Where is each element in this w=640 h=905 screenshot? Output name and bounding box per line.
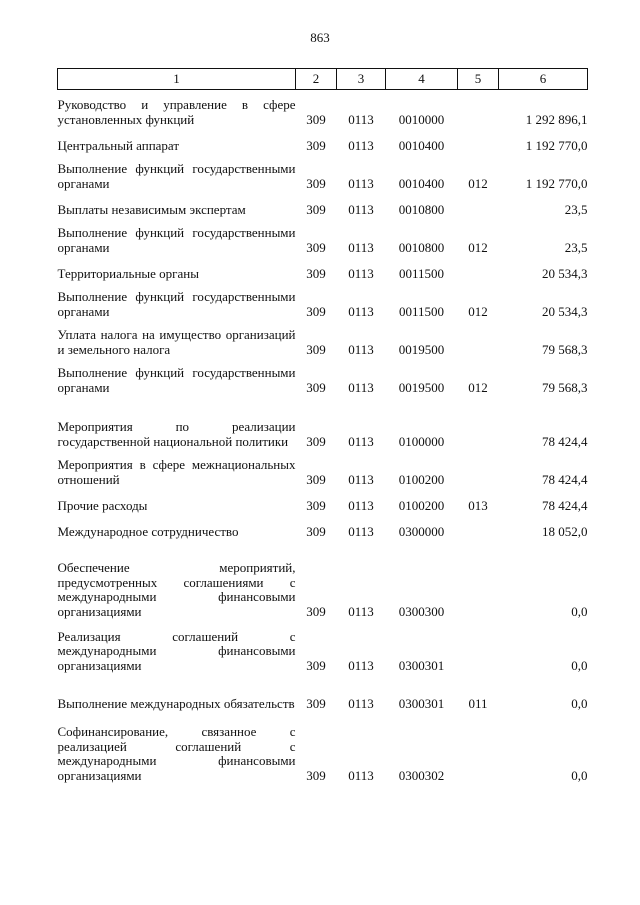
row-code-3: 0113: [348, 767, 374, 783]
row-code-5: 012: [468, 303, 488, 319]
table-row: [58, 488, 588, 514]
row-code-5: [458, 192, 499, 218]
row-code-5: 012: [468, 379, 488, 395]
row-code-2: 309: [306, 767, 326, 783]
row-code-4: 0300302: [398, 767, 445, 783]
row-code-4: 0010000: [398, 111, 445, 127]
row-code-3: 0113: [348, 603, 374, 619]
table-row: [58, 218, 588, 256]
row-amount: 78 424,4: [542, 497, 588, 513]
row-description: Выполнение функций государственными органами: [57, 365, 296, 395]
row-description: Руководство и управление в сфере установленных функций: [57, 97, 296, 127]
column-header-6: 6: [499, 69, 588, 90]
row-description: Уплата налога на имущество организаций и земельного налога: [57, 327, 296, 357]
row-description: Выплаты независимым экспертам: [57, 201, 246, 217]
header-row: [58, 69, 588, 90]
row-description: Мероприятия в сфере межнациональных отношений: [57, 457, 296, 487]
row-amount: 79 568,3: [542, 341, 588, 357]
table-row: [58, 514, 588, 540]
row-description: Территориальные органы: [57, 265, 199, 281]
row-code-4: 0011500: [398, 265, 445, 281]
row-code-2: 309: [306, 471, 326, 487]
row-code-4: 0019500: [398, 341, 445, 357]
row-description: Реализация соглашений с международными финансовыми организациями: [57, 628, 296, 673]
row-amount: 0,0: [571, 603, 588, 619]
table-row: [58, 320, 588, 358]
row-amount: 0,0: [571, 695, 588, 711]
row-code-5: 012: [468, 239, 488, 255]
row-code-3: 0113: [348, 657, 374, 673]
row-amount: 78 424,4: [542, 433, 588, 449]
table-body: [58, 90, 588, 784]
row-code-2: 309: [306, 433, 326, 449]
row-code-4: 0010800: [398, 239, 445, 255]
row-code-4: 0300301: [398, 695, 445, 711]
row-amount: 78 424,4: [542, 471, 588, 487]
row-code-5: [458, 450, 499, 488]
row-code-2: 309: [306, 341, 326, 357]
row-description: Международное сотрудничество: [57, 523, 239, 539]
row-code-3: 0113: [348, 239, 374, 255]
table-row: [58, 450, 588, 488]
row-code-3: 0113: [348, 471, 374, 487]
row-description: Выполнение функций государственными органами: [57, 289, 296, 319]
row-amount: 79 568,3: [542, 379, 588, 395]
table-row: [58, 128, 588, 154]
row-code-4: 0100000: [398, 433, 445, 449]
row-code-3: 0113: [348, 265, 374, 281]
table-row: [58, 620, 588, 674]
row-code-5: 012: [468, 175, 488, 191]
row-code-5: [458, 320, 499, 358]
row-code-4: 0010400: [398, 137, 445, 153]
row-description: Софинансирование, связанное с реализацией соглашений с международными финансовыми организациями: [57, 724, 296, 783]
table-row: [58, 90, 588, 128]
row-code-2: 309: [306, 379, 326, 395]
row-code-2: 309: [306, 111, 326, 127]
row-amount: 20 534,3: [542, 303, 588, 319]
row-code-3: 0113: [348, 523, 374, 539]
row-description: Прочие расходы: [57, 497, 148, 513]
row-code-2: 309: [306, 603, 326, 619]
row-code-3: 0113: [348, 201, 374, 217]
row-amount: 0,0: [571, 657, 588, 673]
row-code-4: 0300301: [398, 657, 445, 673]
row-code-3: 0113: [348, 175, 374, 191]
row-code-3: 0113: [348, 433, 374, 449]
row-code-5: [458, 540, 499, 620]
row-amount: 1 192 770,0: [525, 137, 588, 153]
row-description: Центральный аппарат: [57, 137, 180, 153]
row-description: Обеспечение мероприятий, предусмотренных соглашениями с международными финансовыми организациями: [57, 560, 296, 619]
row-amount: 23,5: [564, 239, 588, 255]
row-code-3: 0113: [348, 497, 374, 513]
table-row: [58, 282, 588, 320]
row-amount: 20 534,3: [542, 265, 588, 281]
row-code-4: 0019500: [398, 379, 445, 395]
row-code-5: 011: [468, 695, 488, 711]
row-description: Мероприятия по реализации государственной национальной политики: [57, 419, 296, 449]
table-row: [58, 192, 588, 218]
table-row: [58, 712, 588, 784]
row-code-3: 0113: [348, 303, 374, 319]
row-code-5: [458, 514, 499, 540]
row-code-3: 0113: [348, 137, 374, 153]
row-amount: 0,0: [571, 767, 588, 783]
row-code-3: 0113: [348, 341, 374, 357]
budget-table: [57, 68, 588, 784]
table-row: [58, 540, 588, 620]
table-row: [58, 154, 588, 192]
row-description: Выполнение функций государственными органами: [57, 161, 296, 191]
row-code-2: 309: [306, 523, 326, 539]
column-header-4: 4: [386, 69, 458, 90]
row-code-4: 0100200: [398, 471, 445, 487]
row-code-5: [458, 256, 499, 282]
row-code-4: 0100200: [398, 497, 445, 513]
column-header-5: 5: [458, 69, 499, 90]
row-amount: 1 292 896,1: [525, 111, 588, 127]
row-code-4: 0300000: [398, 523, 445, 539]
row-code-5: [458, 90, 499, 128]
page-number: 863: [310, 30, 330, 45]
column-header-1: 1: [58, 69, 296, 90]
row-description: Выполнение международных обязательств: [57, 695, 295, 711]
row-code-3: 0113: [348, 695, 374, 711]
row-code-5: [458, 620, 499, 674]
row-code-2: 309: [306, 497, 326, 513]
row-code-2: 309: [306, 265, 326, 281]
row-code-2: 309: [306, 695, 326, 711]
row-code-5: 013: [468, 497, 488, 513]
table-row: [58, 396, 588, 450]
row-code-2: 309: [306, 239, 326, 255]
row-code-2: 309: [306, 137, 326, 153]
row-code-5: [458, 712, 499, 784]
row-code-5: [458, 128, 499, 154]
row-code-5: [458, 396, 499, 450]
table-row: [58, 256, 588, 282]
row-description: Выполнение функций государственными органами: [57, 225, 296, 255]
row-code-4: 0010400: [398, 175, 445, 191]
row-code-2: 309: [306, 201, 326, 217]
table-row: [58, 674, 588, 712]
row-code-4: 0300300: [398, 603, 445, 619]
row-amount: 18 052,0: [542, 523, 588, 539]
row-code-4: 0011500: [398, 303, 445, 319]
row-code-4: 0010800: [398, 201, 445, 217]
row-amount: 1 192 770,0: [525, 175, 588, 191]
row-code-3: 0113: [348, 379, 374, 395]
row-code-3: 0113: [348, 111, 374, 127]
row-code-2: 309: [306, 303, 326, 319]
table-row: [58, 358, 588, 396]
column-header-2: 2: [296, 69, 337, 90]
row-code-2: 309: [306, 175, 326, 191]
row-code-2: 309: [306, 657, 326, 673]
row-amount: 23,5: [564, 201, 588, 217]
column-header-3: 3: [337, 69, 386, 90]
